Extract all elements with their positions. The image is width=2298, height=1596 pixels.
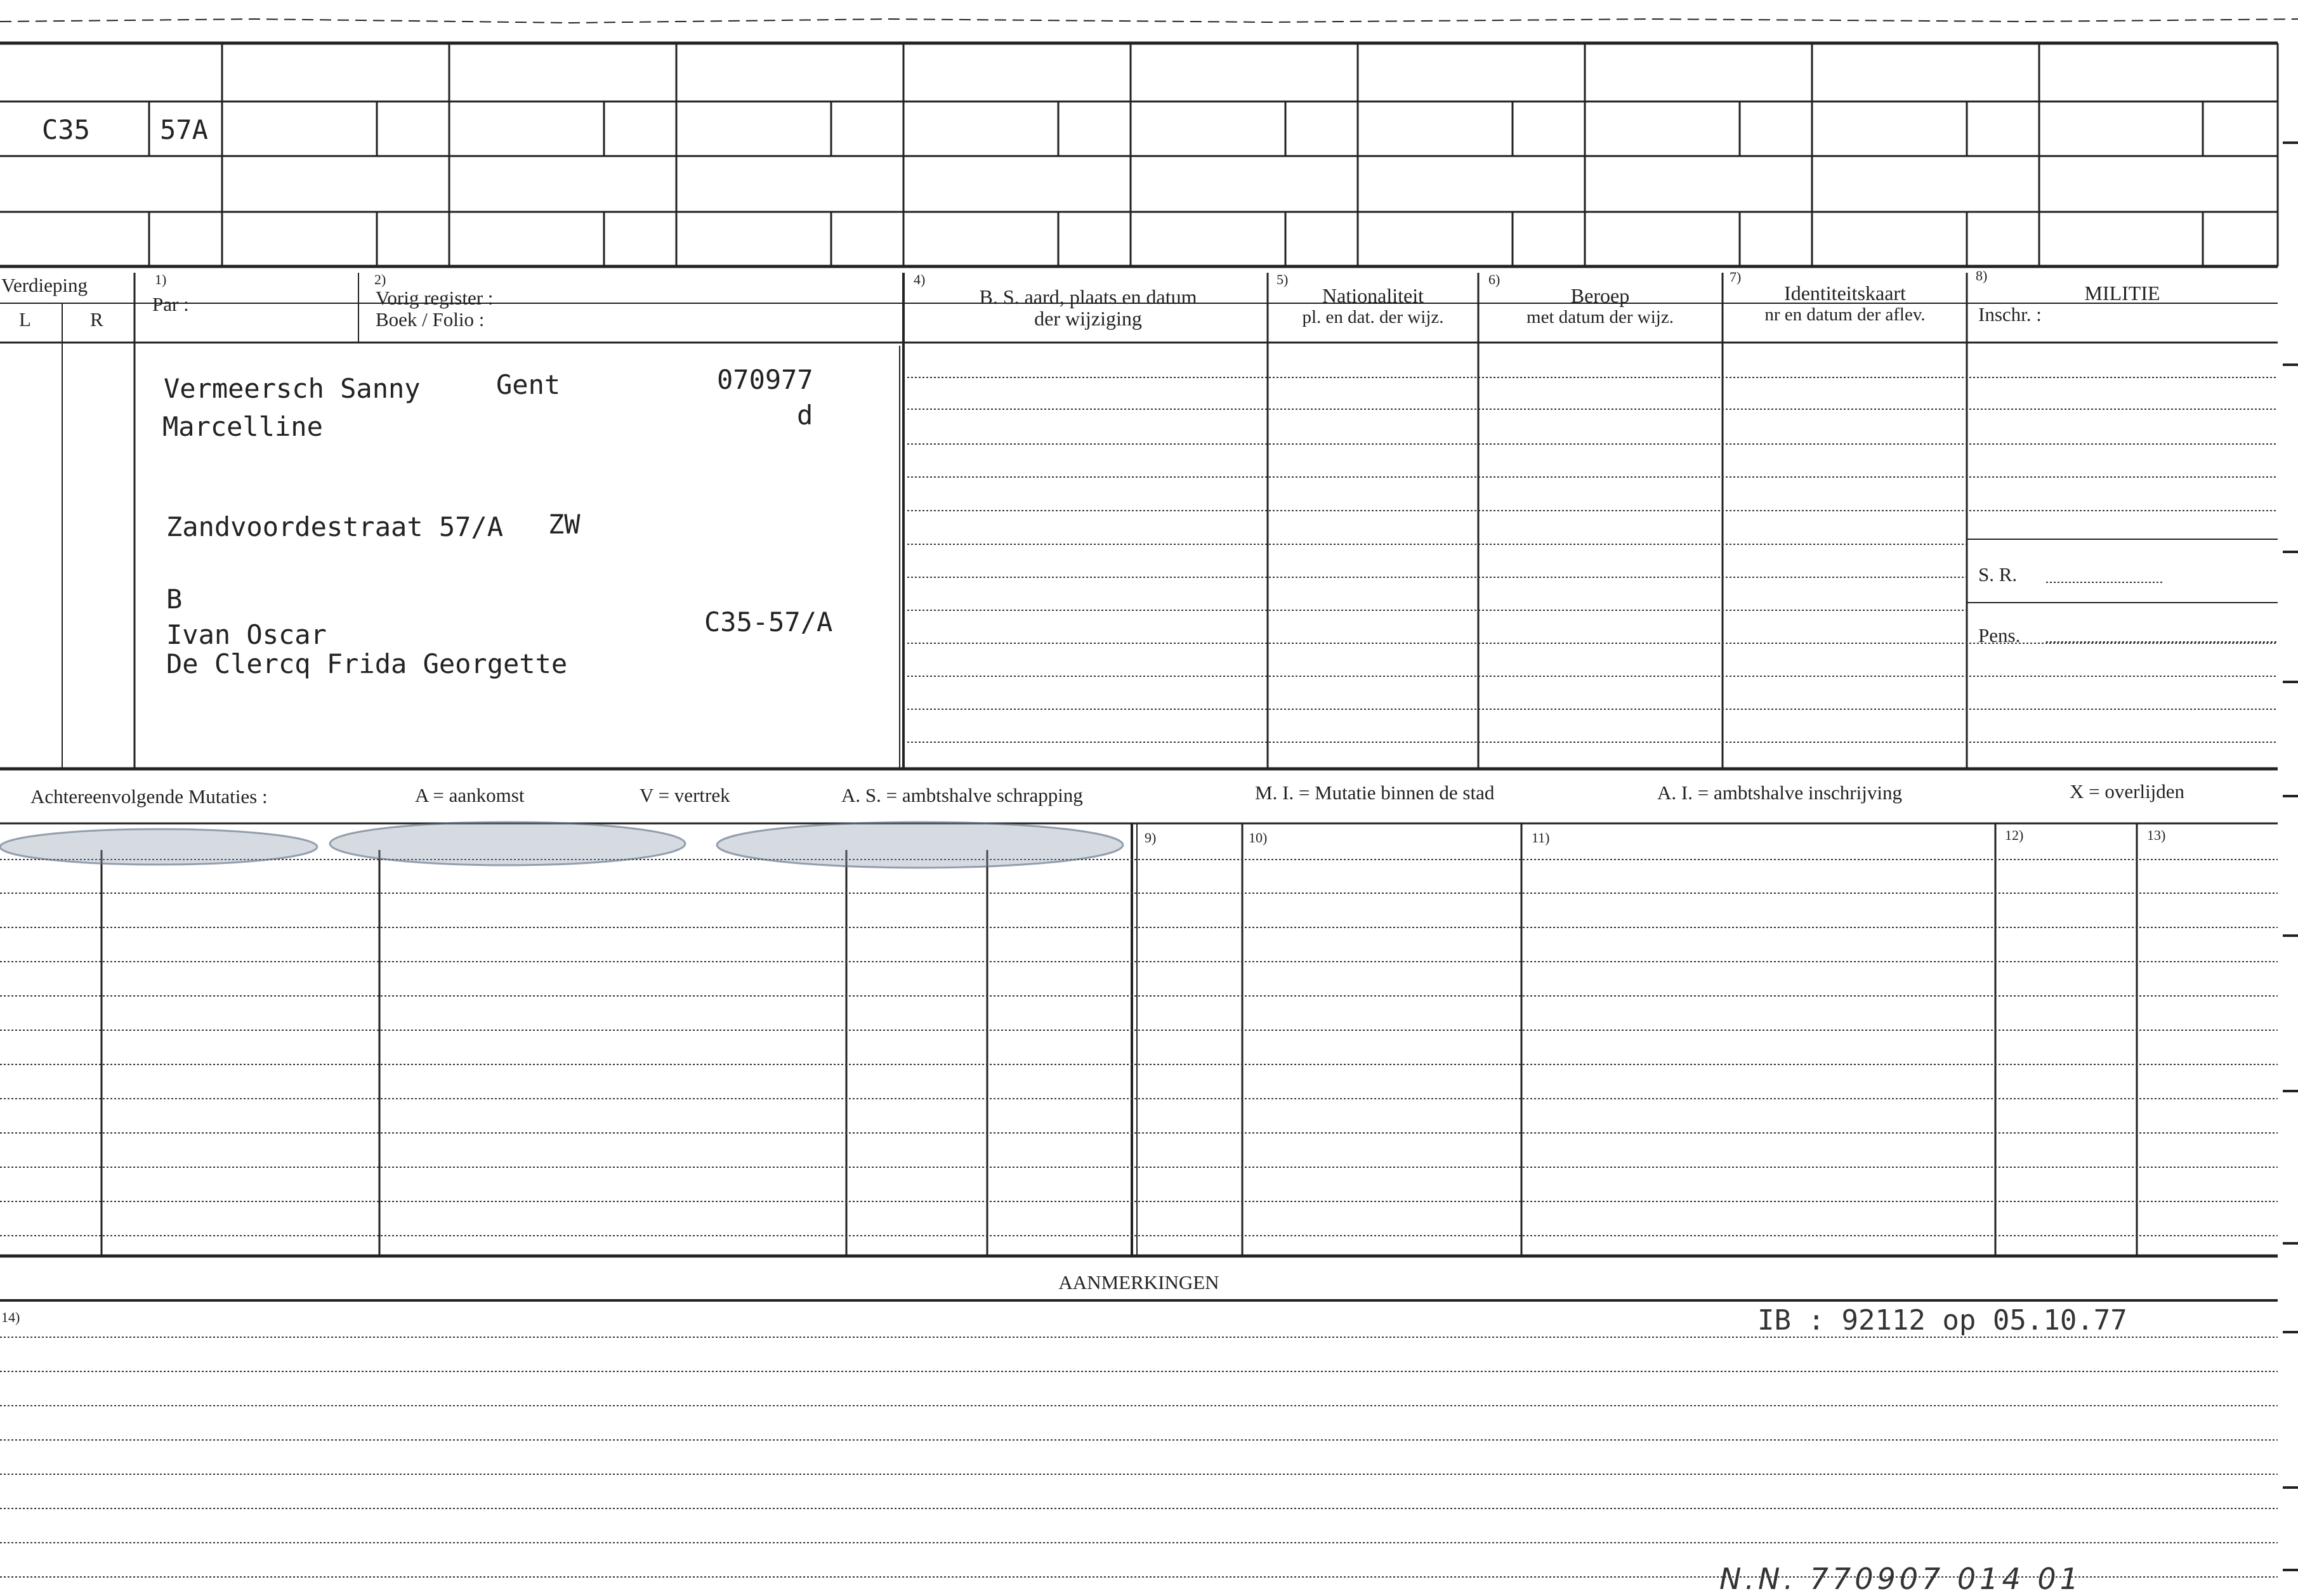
person-ref: C35-57/A <box>704 606 833 638</box>
header-bs-line1: B. S. aard, plaats en datum <box>979 285 1197 308</box>
header-militie: MILITIE <box>2084 282 2160 304</box>
header-n8: 8) <box>1976 268 1988 284</box>
header-bs-line2: der wijziging <box>1034 307 1142 330</box>
person-mother: De Clercq Frida Georgette <box>166 648 568 679</box>
person-father: Ivan Oscar <box>166 619 327 650</box>
header-boek-folio: Boek / Folio : <box>376 308 485 330</box>
header-id-line1: Identiteitskaart <box>1784 282 1906 304</box>
person-name-line1: Vermeersch Sanny <box>164 373 421 404</box>
mutation-col-13: 13) <box>2147 827 2166 843</box>
header-verdieping: Verdieping <box>1 274 88 296</box>
redaction-scribble <box>0 822 1123 868</box>
remarks-n14: 14) <box>1 1309 20 1325</box>
header-beroep-line1: Beroep <box>1570 284 1630 307</box>
mutation-col-10: 10) <box>1249 830 1268 846</box>
header-col-l: L <box>19 308 31 330</box>
header-n1: 1) <box>155 271 167 287</box>
header-inschr: Inschr. : <box>1978 303 2042 325</box>
header-nat-line1: Nationaliteit <box>1322 284 1424 307</box>
legend-mi: M. I. = Mutatie binnen de stad <box>1255 782 1495 804</box>
header-vorig-register: Vorig register : <box>376 287 494 309</box>
person-status: B <box>166 584 183 615</box>
mutation-col-9: 9) <box>1145 830 1157 846</box>
header-col-r: R <box>90 308 103 330</box>
legend-ai: A. I. = ambtshalve inschrijving <box>1657 782 1902 804</box>
legend-as: A. S. = ambtshalve schrapping <box>841 784 1083 806</box>
footer-handwritten-ref: N.N. 770907 014 01 <box>1719 1562 2082 1596</box>
person-address: Zandvoordestraat 57/A <box>166 511 504 542</box>
header-pens: Pens. <box>1978 624 2021 646</box>
header-sr: S. R. <box>1978 563 2018 585</box>
person-sex: d <box>797 400 813 431</box>
card-number-id: 57A <box>160 114 208 145</box>
header-beroep-line2: met datum der wijz. <box>1527 307 1674 327</box>
header-n5: 5) <box>1277 271 1289 287</box>
legend-v: V = vertrek <box>640 784 730 806</box>
person-name-line2: Marcelline <box>162 411 323 442</box>
person-birthplace: Gent <box>496 369 561 400</box>
header-id-line2: nr en datum der aflev. <box>1764 304 1926 325</box>
mutation-col-12: 12) <box>2005 827 2024 843</box>
remarks-entry: IB : 92112 op 05.10.77 <box>1757 1304 2127 1337</box>
header-n2: 2) <box>374 271 386 287</box>
header-nat-line2: pl. en dat. der wijz. <box>1302 307 1444 327</box>
header-n6: 6) <box>1488 271 1500 287</box>
header-n4: 4) <box>914 271 926 287</box>
legend-a: A = aankomst <box>415 784 525 806</box>
remarks-title: AANMERKINGEN <box>1058 1271 1219 1293</box>
card-block-id: C35 <box>42 114 90 145</box>
person-birthdate: 070977 <box>717 364 813 395</box>
legend-x: X = overlijden <box>2070 780 2185 802</box>
person-district: ZW <box>548 509 581 540</box>
mutation-col-11: 11) <box>1532 830 1550 846</box>
header-par: Par : <box>152 293 189 315</box>
header-n7: 7) <box>1730 269 1742 285</box>
legend-title: Achtereenvolgende Mutaties : <box>30 785 268 808</box>
